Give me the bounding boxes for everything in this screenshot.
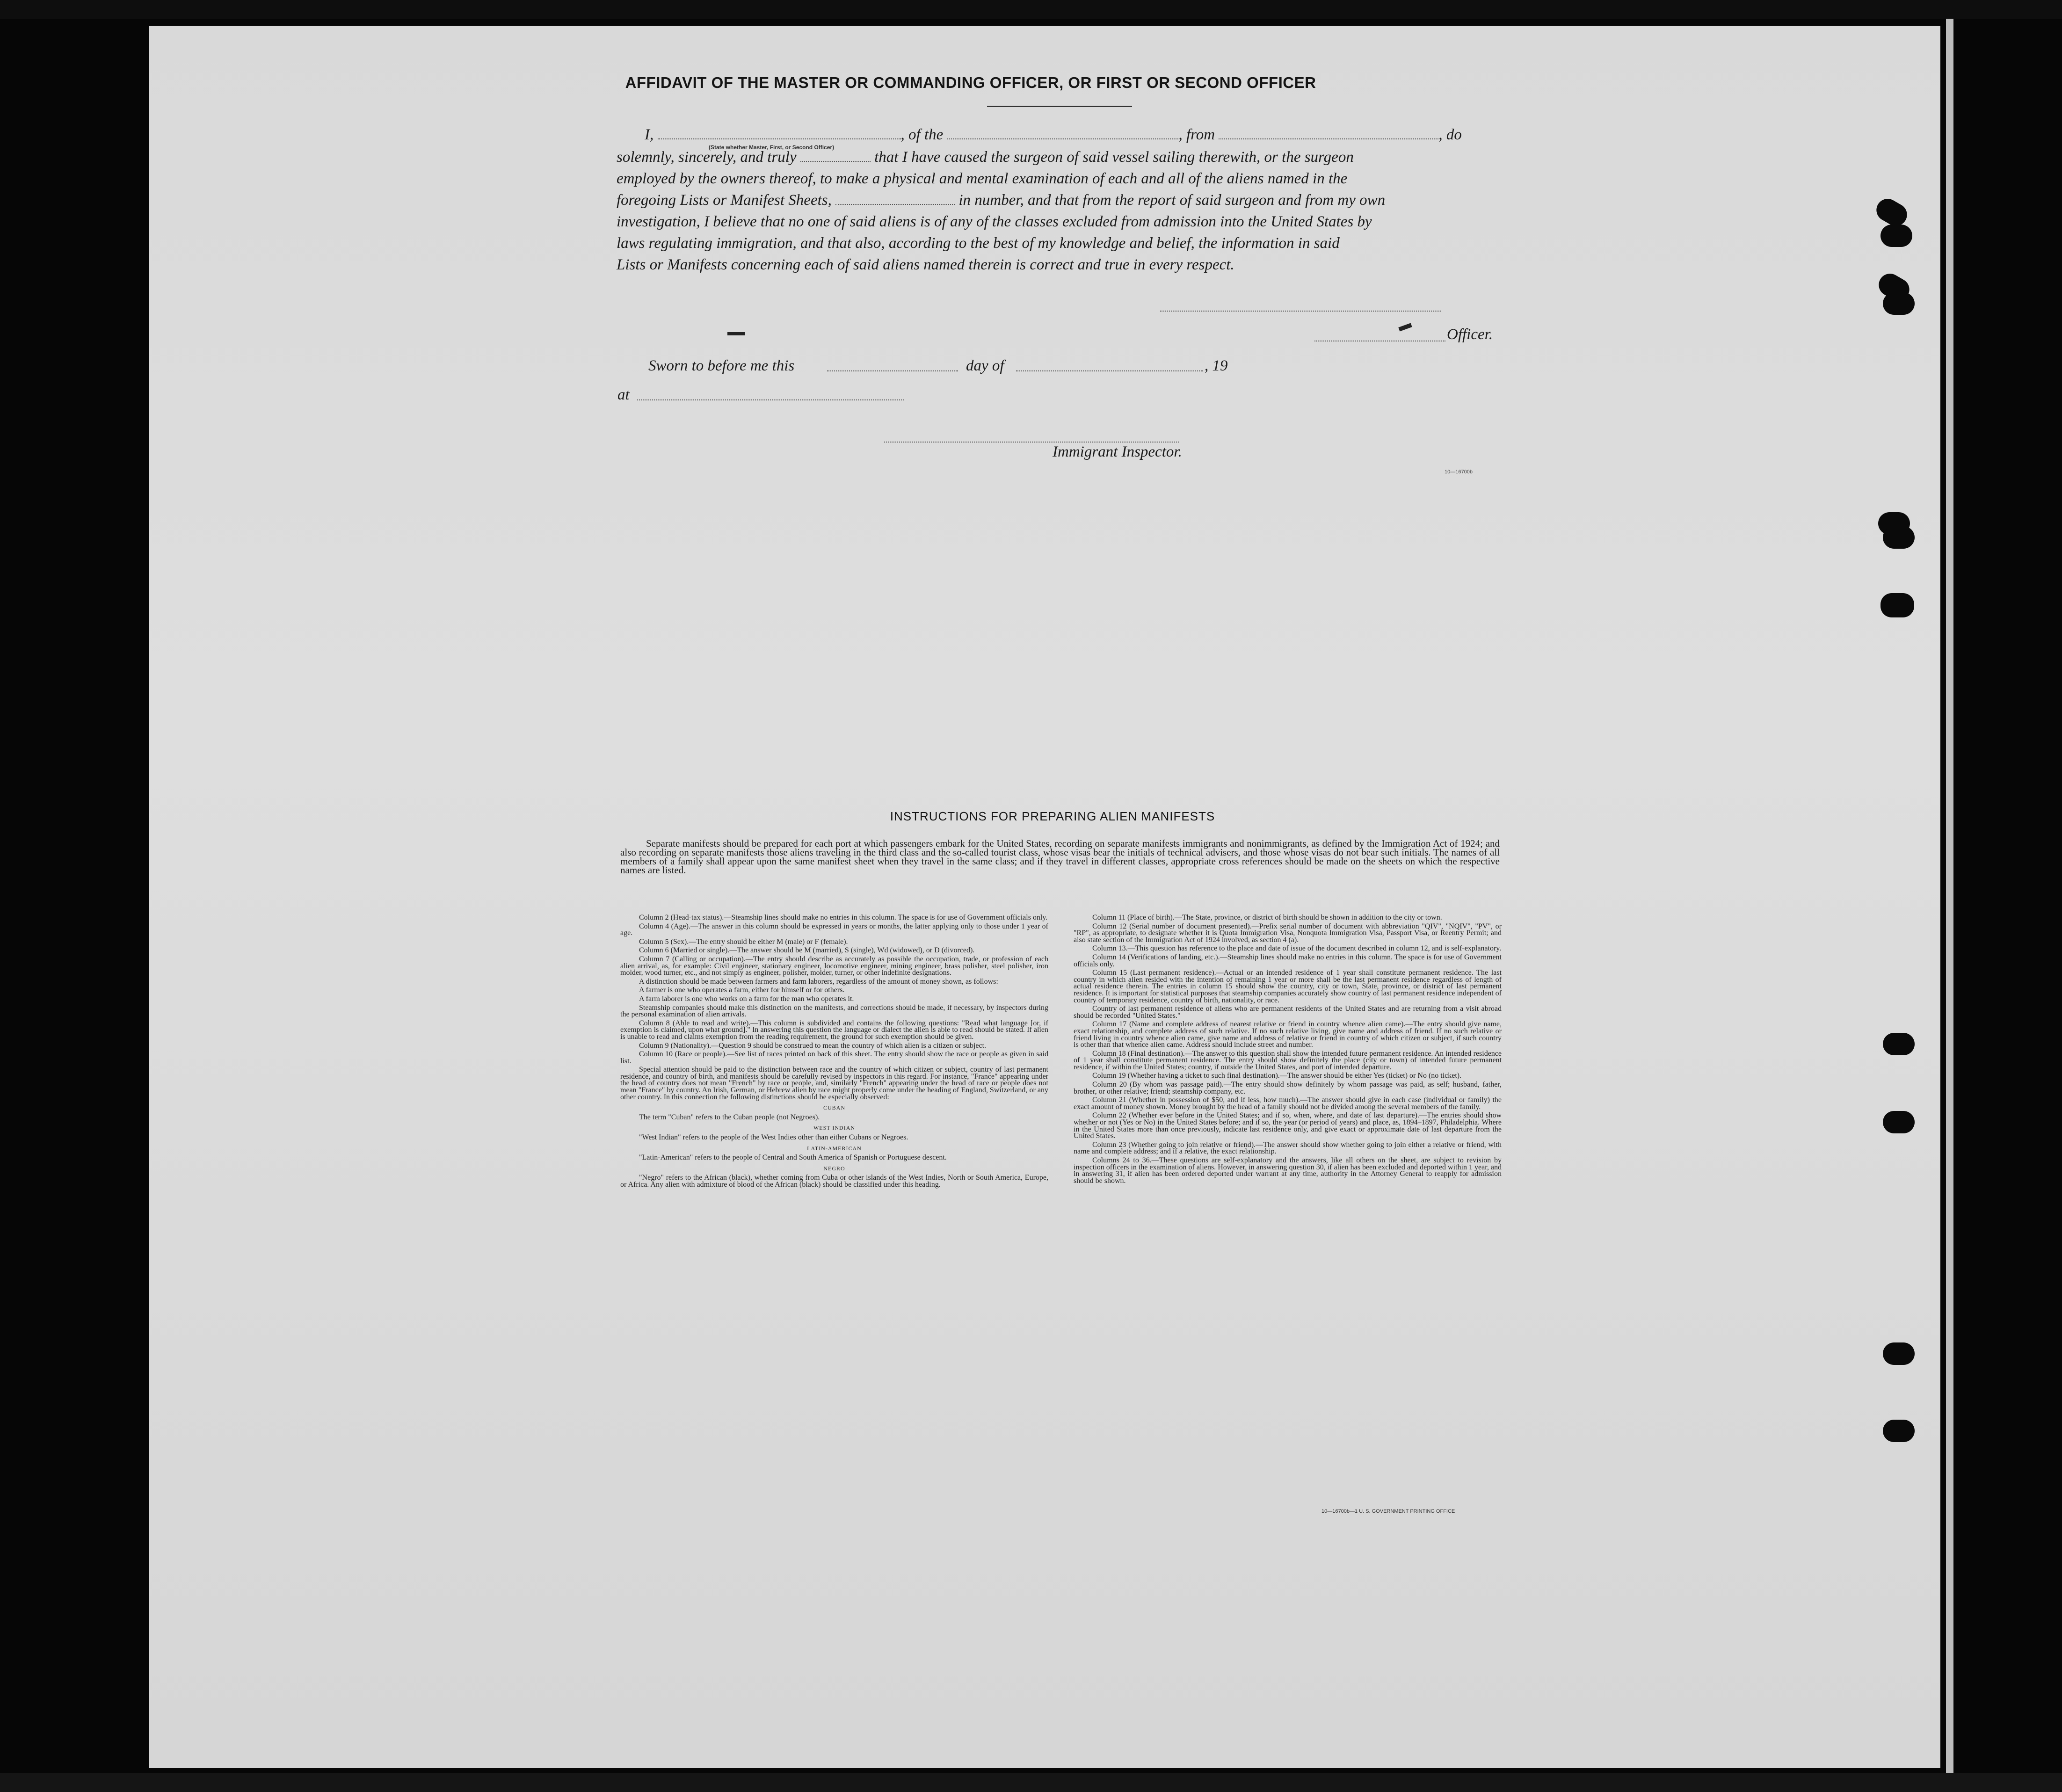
title-rule [987,106,1132,107]
latin-american-definition: "Latin-American" refers to the people of Central and South America of Spanish or Portuguese descent. [639,1154,947,1162]
number-text: in number, and that from the report of said surgeon and from my own [958,192,1386,209]
instructions-intro: Separate manifests should be prepared for each port at which passengers embark for the United States, recording on separate manifests immigrants and nonimmigrants, as defined by the Immigration Act of 1924; and also recording on separate manifests those aliens traveling in the third class and the so-called tourist class, whose visas bear the initials of technical advisers, and those whose visas do not bear such initials. The names of all members of a family shall appear upon the same manifest sheet when they travel in the same class; and if they travel in different classes, appropriate cross references should be made on the sheets on which the respective names are listed. [620,838,1500,876]
negro-heading: NEGRO [823,1165,845,1172]
scan-border-top [0,0,2062,19]
column-9-note: Column 9 (Nationality).—Question 9 should be construed to mean the country of which alien is a citizen or subject. [639,1041,987,1050]
column-6-note: Column 6 (Married or single).—The answer should be M (married), S (single), Wd (widowed), or D (divorced). [639,946,975,955]
column-22-note: Column 22 (Whether ever before in the United States; and if so, when, where, and date of last departure).—The entries should show whether or not (Yes or No) in the United States before; and if so, the year (or period of years) and place, as, 1894–1897, Philadelphia. Where in the United States more than once previously, indicate last residence only, and give exact or approximate date of last departure from the United States. [1074,1111,1502,1140]
column-15-note: Column 15 (Last permanent residence).—Actual or an intended residence of 1 year shall constitute permanent residence. The last country in which alien resided with the intention of remaining 1 year or more shall be the last permanent residence regardless of length of actual residence therein. The entries in column 15 should show the country, city or town, State, province, or district of last permanent residence. It is important for statistical purposes that steamship companies accurately show country of last permanent residence independent of country of temporary residence, country of birth, nationality, or race. [1074,969,1502,1004]
sworn-place-field[interactable] [637,399,904,400]
column-14-note: Column 14 (Verifications of landing, etc.).—Steamship lines should make no entries in this column. The space is for use of Government officials only. [1074,953,1502,968]
columns-24-36-note: Columns 24 to 36.—These questions are self-explanatory and the answers, like all others on the sheet, are subject to revision by inspection officers in the examination of aliens. However, in answering question 30, if alien has been excluded and deported within 1 year, and in answering 31, if alien has been ordered deported under warrant at any time, authority in the Attorney General to reapply for admission should be shown. [1074,1156,1502,1185]
column-10-note: Column 10 (Race or people).—See list of races printed on back of this sheet. The entry should show the race or people as given in said list. [620,1050,1048,1065]
binder-hole [1883,1420,1915,1442]
day-of-label: day of [966,357,1004,374]
column-21-note: Column 21 (Whether in possession of $50, and if less, how much).—The answer should give in each case (individual or family) the exact amount of money shown. Money brought by the head of a family should not be divided among the several members of the family. [1074,1096,1502,1111]
affidavit-line-6: laws regulating immigration, and that also, according to the best of my knowledge and belief, the information in said [617,235,1340,252]
vessel-name-field[interactable] [947,138,1178,139]
sworn-day-field[interactable] [827,370,958,371]
of-the-label: , of the [900,126,944,143]
column-11-note: Column 11 (Place of birth).—The State, province, or district of birth should be shown in addition to the city or town. [1092,914,1442,921]
column-17-note: Column 17 (Name and complete address of nearest relative or friend in country whence alien came).—The entry should give name, exact relationship, and complete address of such relative. If no such relative living, give name and address of friend. If no such relative or friend living in country whence alien came, give name and address of relative or friend in country of which citizen or subject, if such country is other than that whence alien came. Address should include street and number. [1074,1020,1502,1049]
farm-laborer-definition: A farm laborer is one who works on a farm for the man who operates it. [639,994,854,1003]
column-12-note: Column 12 (Serial number of document presented).—Prefix serial number of document with abbreviation "QIV", "NQIV", "PV", or "RP", as appropriate, to designate whether it is Quota Immigration Visa, Nonquota Immigration Visa, Passport Visa, or Reentry Permit; and also state section of the Immigration Act of 1924 involved, as section 4 (a). [1074,922,1502,944]
column-18-note: Column 18 (Final destination).—The answer to this question shall show the intended future permanent residence. An intended residence of 1 year shall constitute permanent residence. The entry should show definitely the place (city or town) of intended future permanent residence, if within the United States; country, if outside the United States, and port of intended departure. [1074,1049,1502,1071]
column-20-note: Column 20 (By whom was passage paid).—The entry should show definitely by whom passage was paid, as self; husband, father, brother, or other relative; friend; steamship company, etc. [1074,1081,1502,1096]
at-label: at [617,386,630,403]
affidavit-line-7: Lists or Manifests concerning each of said aliens named therein is correct and true in every respect. [617,256,1234,273]
form-code: 10—16700b [1445,469,1473,475]
scan-border-bottom [0,1773,2062,1792]
printing-office-code: 10—16700b—1 U. S. GOVERNMENT PRINTING OFFICE [1321,1509,1455,1514]
column-13-note: Column 13.—This question has reference to the place and date of issue of the document described in column 12, and is self-explanatory. [1092,944,1502,953]
column-4-note: Column 4 (Age).—The answer in this column should be expressed in years or months, the latter applying only to those under 1 year of age. [620,922,1048,937]
from-label: , from [1178,126,1215,143]
surgeon-text: that I have caused the surgeon of said vessel sailing therewith, or the surgeon [874,149,1354,166]
binder-hole [1883,1033,1915,1055]
sheet-count-field[interactable] [835,203,955,205]
officer-label: Officer. [1447,326,1493,343]
column-5-note: Column 5 (Sex).—The entry should be either M (male) or F (female). [639,937,848,946]
year-label: , 19 [1205,357,1228,374]
column-2-note: Column 2 (Head-tax status).—Steamship lines should make no entries in this column. The space is for use of Government officials only. [639,914,1048,921]
column-7-note: Column 7 (Calling or occupation).—The entry should describe as accurately as possible the occupation, trade, or profession of each alien arrival, as, for example: Civil engineer, stationary engineer, locomotive engineer, mining engineer, brass polisher, steel polisher, iron molder, wood turner, etc., and not simply as engineer, polisher, molder, turner, or other indefinite designations. [620,955,1048,977]
inspector-signature-line[interactable] [884,441,1179,443]
binder-hole [1880,593,1914,617]
cuban-definition: The term "Cuban" refers to the Cuban people (not Negroes). [639,1113,820,1121]
pronoun-i: I, [645,126,654,143]
farmer-definition: A farmer is one who operates a farm, either for himself or for others. [639,986,845,994]
do-label: , do [1438,126,1462,143]
ink-mark [727,332,745,335]
west-indian-heading: WEST INDIAN [813,1125,856,1132]
paper-edge [1946,19,1953,1777]
binder-hole [1883,1342,1915,1365]
west-indian-definition: "West Indian" refers to the people of the West Indies other than either Cubans or Negroes. [639,1133,908,1142]
negro-definition: "Negro" refers to the African (black), whether coming from Cuba or other islands of the West Indies, North or South America, Europe, or Africa. Any alien with admixture of blood of the African (black) should be classified under this heading. [620,1174,1048,1189]
officer-name-line[interactable] [1314,340,1445,341]
sworn-label: Sworn to before me this [648,357,795,374]
manifest-page [149,26,1940,1768]
binder-hole [1883,1111,1915,1133]
instructions-right-column [1074,914,1502,1186]
instructions-title: INSTRUCTIONS FOR PREPARING ALIEN MANIFESTS [890,809,1215,823]
column-8-note: Column 8 (Able to read and write).—This column is subdivided and contains the following questions: "Read what language [or, if exemption is claimed, upon what ground]." In answering this question the language or dialect the alien is able to read should be stated. If alien is unable to read and claims exemption from the reading requirement, the ground for such exemption should be given. [620,1019,1048,1041]
column-23-note: Column 23 (Whether going to join relative or friend).—The answer should show whether going to join either a relative or friend, with name and complete address; and if a relative, the exact relationship. [1074,1140,1502,1156]
affidavit-line-5: investigation, I believe that no one of said aliens is of any of the classes excluded from admission into the United States by [617,213,1372,230]
oath-field[interactable] [800,160,871,162]
sworn-month-field[interactable] [1016,370,1203,371]
steamship-distinction: Steamship companies should make this distinction on the manifests, and corrections should be made, if necessary, by inspectors during the personal examination of alien arrivals. [620,1003,1048,1019]
us-residence-note: Country of last permanent residence of aliens who are permanent residents of the United States and are returning from a visit abroad should be recorded "United States." [1074,1005,1502,1020]
lists-text: foregoing Lists or Manifest Sheets, [617,192,832,209]
affidavit-line-3: employed by the owners thereof, to make a physical and mental examination of each and all of the aliens named in the [617,170,1348,187]
rank-instruction: (State whether Master, First, or Second Officer) [709,144,835,151]
port-field[interactable] [1219,138,1438,139]
column-19-note: Column 19 (Whether having a ticket to such final destination).—The answer should be either Yes (ticket) or No (no ticket). [1092,1072,1462,1080]
race-country-note: Special attention should be paid to the distinction between race and the country of which citizen or subject, country of last permanent residence, and country of birth, and manifests should be carefully revised by inspectors in this regard. For instance, "France" appearing under the head of country does not mean "French" by race or people, and, similarly "French" appearing under the head of race or people does not mean "France" by country. An Irish, German, or Hebrew alien by race might properly come under the heading of England, Switzerland, or any other country. In this connection the following distinctions should be especially observed: [620,1066,1048,1101]
latin-american-heading: LATIN-AMERICAN [807,1145,862,1152]
affidavit-title: AFFIDAVIT OF THE MASTER OR COMMANDING OFFICER, OR FIRST OR SECOND OFFICER [625,74,1316,91]
solemnly-text: solemnly, sincerely, and truly [617,149,797,166]
binder-hole [1883,292,1915,315]
cuban-heading: CUBAN [823,1104,845,1111]
inspector-label: Immigrant Inspector. [1053,443,1182,460]
affidavit-line-2 [617,149,1501,166]
officer-signature-line[interactable] [1160,310,1441,312]
binder-hole [1880,225,1912,247]
affidavit-line-1 [617,126,1501,144]
farmer-distinction: A distinction should be made between farmers and farm laborers, regardless of the amount of money shown, as follows: [639,977,998,986]
officer-rank-field[interactable] [658,138,901,139]
instructions-left-column [620,914,1048,1190]
affidavit-line-4 [617,192,1501,209]
binder-hole [1883,526,1915,549]
